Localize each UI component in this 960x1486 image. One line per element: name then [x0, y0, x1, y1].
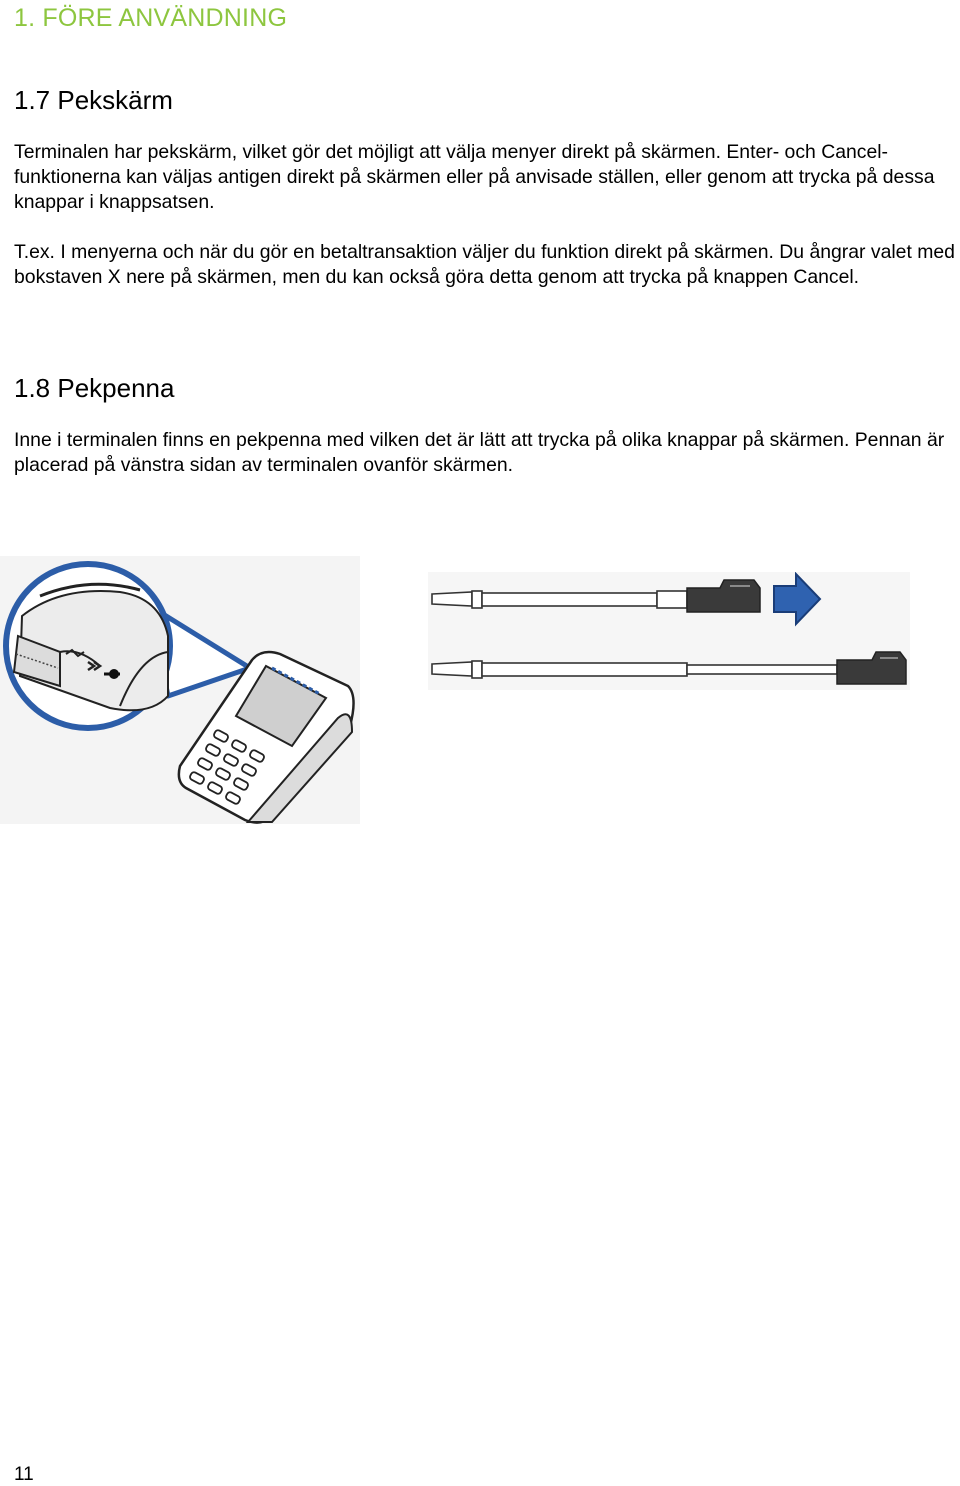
page-number: 11: [14, 1464, 34, 1485]
terminal-illustration: [0, 556, 360, 824]
section-title-pekskarm: 1.7 Pekskärm: [14, 85, 173, 115]
paragraph-touchscreen-example: T.ex. I menyerna och när du gör en betaltransaktion väljer du funktion direkt på skärmen. Du ångrar valet med bokstaven X nere på skärmen, men du kan också göra detta genom att trycka på knappen Cancel.: [14, 241, 955, 288]
paragraph-touchscreen-intro: Terminalen har pekskärm, vilket gör det möjligt att välja menyer direkt på skärmen. Enter- och Cancel-funktionerna kan väljas antigen direkt på skärmen eller på anvisade ställen, eller genom att trycka på dessa knappar i knappsatsen.: [14, 141, 935, 213]
chapter-title: 1. FÖRE ANVÄNDNING: [14, 4, 288, 32]
section-title-pekpenna: 1.8 Pekpenna: [14, 373, 175, 403]
stylus-illustration: [428, 572, 910, 690]
paragraph-stylus: Inne i terminalen finns en pekpenna med vilken det är lätt att trycka på olika knappar på skärmen. Pennan är placerad på vänstra sidan av terminalen ovanför skärmen.: [14, 429, 945, 476]
